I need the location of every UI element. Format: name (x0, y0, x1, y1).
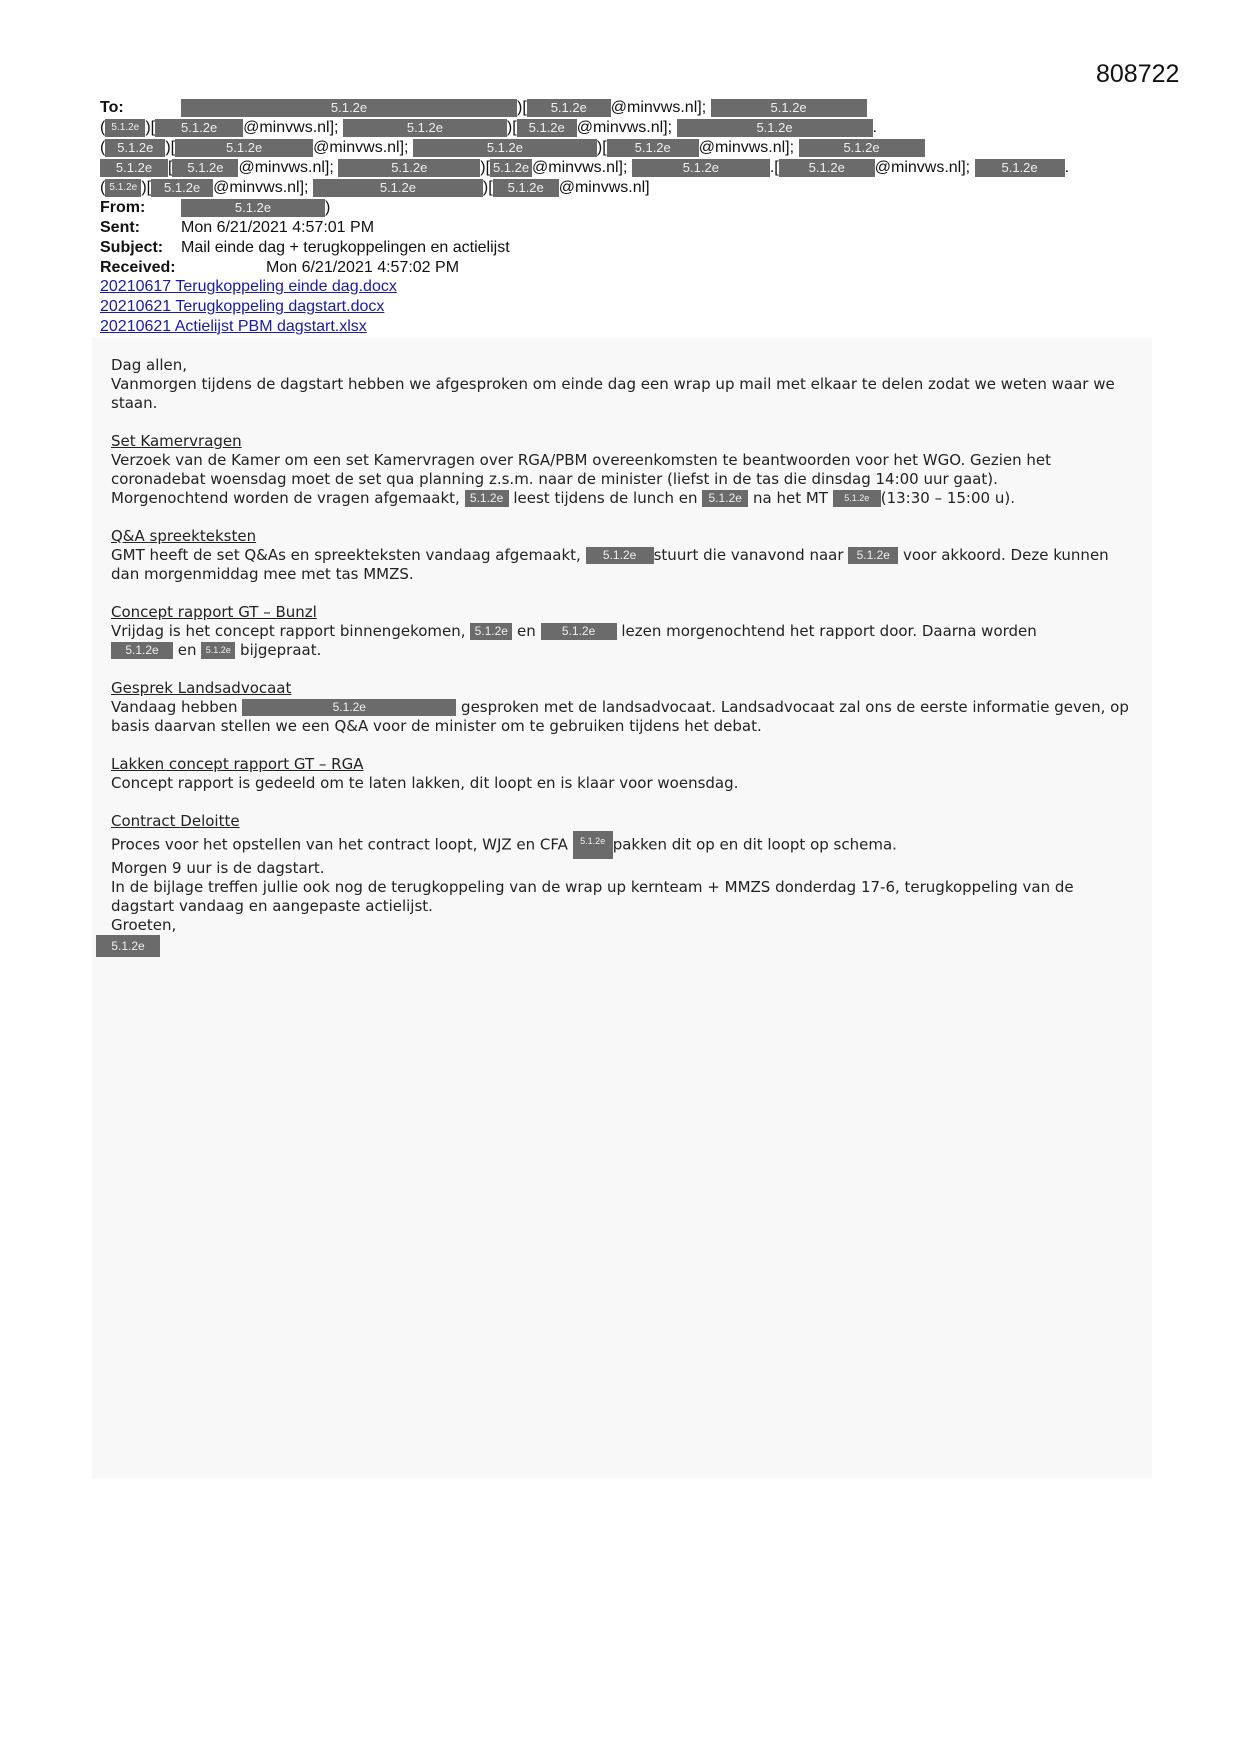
email-domain: @minvws.nl]; (532, 159, 632, 176)
email-domain: @minvws.nl]; (238, 159, 339, 176)
email-domain: @minvws.nl]; (313, 139, 413, 156)
redaction: 5.1.2e (711, 99, 867, 117)
section-kamervragen (111, 432, 1141, 508)
to-line-3: ( 5.1.2e )[ 5.1.2e @minvws.nl]; 5.1.2e )[ 5.1.2e @minvws.nl]; 5.1.2e (100, 138, 925, 158)
section-qa (111, 527, 1141, 584)
redaction: 5.1.2e (96, 935, 160, 957)
redaction: 5.1.2e (175, 139, 313, 157)
redaction: 5.1.2e (151, 179, 213, 197)
section-deloitte (111, 812, 1141, 859)
section-text: Concept rapport is gedeeld om te laten lakken, dit loopt en is klaar voor woensdag. (111, 774, 739, 792)
redaction: 5.1.2e (493, 179, 559, 197)
redaction: 5.1.2e (105, 179, 141, 197)
email-domain: @minvws.nl]; (213, 179, 313, 196)
redaction: 5.1.2e (975, 159, 1065, 177)
attachment-link[interactable]: 20210621 Actielijst PBM dagstart.xlsx (100, 318, 367, 335)
email-domain: @minvws.nl]; (874, 159, 975, 176)
redaction: 5.1.2e (573, 831, 613, 859)
redaction: 5.1.2e (201, 642, 235, 659)
from-field: From: 5.1.2e ) (100, 199, 331, 216)
email-domain: @minvws.nl] (558, 179, 650, 196)
redaction: 5.1.2e (181, 99, 517, 117)
redaction: 5.1.2e (490, 159, 532, 177)
message-body (111, 356, 1141, 957)
redaction: 5.1.2e (465, 490, 509, 507)
redaction: 5.1.2e (100, 159, 168, 177)
redaction: 5.1.2e (111, 642, 173, 659)
section-text: Vandaag hebben 5.1.2e gesproken met de landsadvocaat. Landsadvocaat zal ons de eerste informatie geven, op basis daarvan stellen we een Q&A voor de minister om te gebruiken tijdens het debat. (111, 698, 1129, 735)
section-lakken (111, 755, 1141, 793)
redaction: 5.1.2e (181, 199, 325, 217)
to-line-1: To: 5.1.2e )[ 5.1.2e @minvws.nl]; 5.1.2e (100, 98, 867, 118)
to-line-2: ( 5.1.2e )[ 5.1.2e @minvws.nl]; 5.1.2e )[ 5.1.2e @minvws.nl]; 5.1.2e . (100, 119, 877, 136)
redaction: 5.1.2e (517, 119, 577, 137)
closing-text: In de bijlage treffen jullie ook nog de terugkoppeling van de wrap up kernteam + MMZS donderdag 17-6, terugkoppeling van de dagstart vandaag en aangepaste actielijst. (111, 878, 1074, 915)
redaction: 5.1.2e (470, 623, 512, 640)
section-title: Concept rapport GT – Bunzl (111, 603, 317, 621)
to-line-5: ( 5.1.2e )[ 5.1.2e @minvws.nl]; 5.1.2e )[ 5.1.2e @minvws.nl] (100, 179, 650, 196)
redaction: 5.1.2e (105, 119, 145, 137)
redaction: 5.1.2e (343, 119, 507, 137)
redaction: 5.1.2e (779, 159, 875, 177)
redaction: 5.1.2e (105, 139, 165, 157)
intro-paragraph: Vanmorgen tijdens de dagstart hebben we afgesproken om einde dag een wrap up mail met elkaar te delen zodat we weten waar we staan. (111, 375, 1115, 412)
document-number: 808722 (1096, 60, 1180, 88)
attachment-link[interactable]: 20210621 Terugkoppeling dagstart.docx (100, 298, 385, 315)
section-title: Set Kamervragen (111, 432, 242, 450)
sent-value: Mon 6/21/2021 4:57:01 PM (181, 219, 375, 236)
section-text: Morgenochtend worden de vragen afgemaakt, 5.1.2e leest tijdens de lunch en 5.1.2e na het MT 5.1.2e (13:30 – 15:00 u). (111, 489, 1015, 507)
section-text: 5.1.2e en 5.1.2e bijgepraat. (111, 641, 1141, 660)
redaction: 5.1.2e (702, 490, 748, 507)
signature (96, 935, 1141, 957)
to-line-4: 5.1.2e [ 5.1.2e @minvws.nl]; 5.1.2e )[ 5.1.2e @minvws.nl]; 5.1.2e .[ 5.1.2e @minvws.nl]; 5.1.2e . (100, 158, 1069, 178)
section-text: Vrijdag is het concept rapport binnengekomen, 5.1.2e en 5.1.2e lezen morgenochtend het rapport door. Daarna worden (111, 622, 1037, 640)
sent-label: Sent: (100, 219, 140, 236)
subject-value: Mail einde dag + terugkoppelingen en actielijst (181, 239, 510, 256)
redaction: 5.1.2e (338, 159, 480, 177)
attachment-link[interactable]: 20210617 Terugkoppeling einde dag.docx (100, 278, 397, 295)
sent-field (100, 218, 374, 238)
section-title: Contract Deloitte (111, 812, 240, 830)
section-title: Q&A spreekteksten (111, 527, 257, 545)
section-text: Proces voor het opstellen van het contract loopt, WJZ en CFA 5.1.2e pakken dit op en dit loopt op schema. (111, 831, 1141, 859)
section-text: GMT heeft de set Q&As en spreekteksten vandaag afgemaakt, 5.1.2e stuurt die vanavond naar 5.1.2e voor akkoord. Deze kunnen dan morgenmiddag mee met tas MMZS. (111, 546, 1109, 583)
redaction: 5.1.2e (632, 159, 770, 177)
from-label: From: (100, 199, 146, 216)
redaction: 5.1.2e (155, 119, 243, 137)
section-landsadvocaat (111, 679, 1141, 736)
redaction: 5.1.2e (413, 139, 597, 157)
received-field (100, 258, 459, 278)
redaction: 5.1.2e (242, 699, 456, 716)
to-label: To: (100, 99, 124, 116)
greeting: Dag allen, (111, 356, 188, 374)
regards: Groeten, (111, 916, 177, 934)
closing-text: Morgen 9 uur is de dagstart. (111, 859, 325, 877)
redaction: 5.1.2e (677, 119, 873, 137)
redaction: 5.1.2e (586, 547, 654, 564)
section-text: Verzoek van de Kamer om een set Kamervragen over RGA/PBM overeenkomsten te beantwoorden voor het WGO. Gezien het coronadebat woensdag moet de set qua planning z.s.m. naar de minister (liefst in de tas die dinsdag 14:00 uur gaat). (111, 451, 1052, 488)
redaction: 5.1.2e (833, 490, 881, 507)
redaction: 5.1.2e (848, 547, 898, 564)
section-title: Gesprek Landsadvocaat (111, 679, 292, 697)
email-domain: @minvws.nl]; (698, 139, 799, 156)
redaction: 5.1.2e (607, 139, 699, 157)
redaction: 5.1.2e (527, 99, 611, 117)
subject-field (100, 238, 510, 258)
redaction: 5.1.2e (172, 159, 238, 177)
email-domain: @minvws.nl]; (610, 99, 711, 116)
section-bunzl (111, 603, 1141, 660)
redaction: 5.1.2e (541, 623, 617, 640)
received-label: Received: (100, 259, 176, 276)
email-domain: @minvws.nl]; (576, 119, 677, 136)
subject-label: Subject: (100, 239, 164, 256)
redaction: 5.1.2e (313, 179, 483, 197)
received-value: Mon 6/21/2021 4:57:02 PM (266, 259, 460, 276)
email-domain: @minvws.nl]; (243, 119, 343, 136)
redaction: 5.1.2e (799, 139, 925, 157)
section-title: Lakken concept rapport GT – RGA (111, 755, 364, 773)
